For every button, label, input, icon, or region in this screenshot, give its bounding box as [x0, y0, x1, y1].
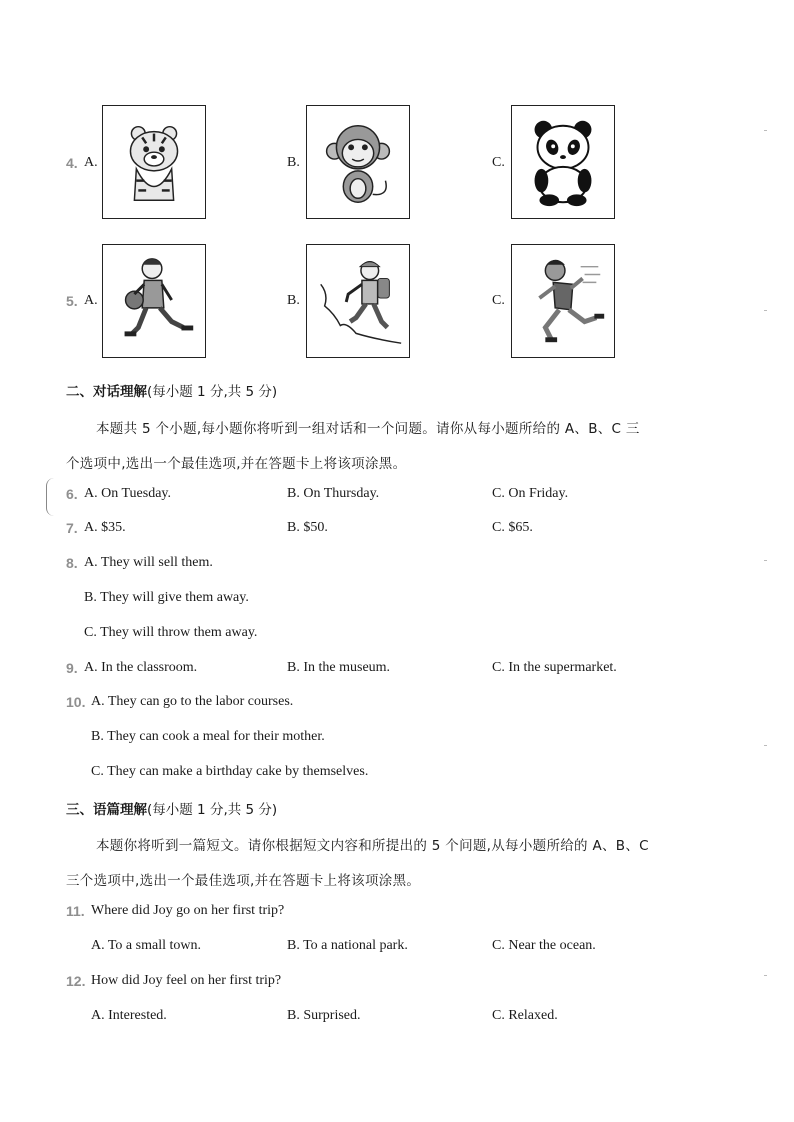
option-b[interactable]: B. $50.	[287, 520, 328, 535]
scan-mark	[764, 975, 767, 976]
question-number: 6.	[66, 486, 78, 502]
option-b-label: B.	[287, 293, 300, 308]
option-c[interactable]: C. $65.	[492, 520, 533, 535]
option-a[interactable]: A. $35.	[84, 520, 126, 535]
question-number: 10.	[66, 694, 86, 710]
option-c-picture[interactable]	[511, 105, 615, 219]
mountain-climber-icon	[307, 245, 409, 357]
option-a-picture[interactable]	[102, 244, 206, 358]
option-c-label: C.	[492, 155, 505, 170]
option-b[interactable]: B. To a national park.	[287, 938, 408, 953]
basketball-player-icon	[103, 245, 205, 357]
section-instructions: 个选项中,选出一个最佳选项,并在答题卡上将该项涂黑。	[66, 456, 407, 472]
option-a[interactable]: A. Interested.	[91, 1008, 167, 1023]
monkey-icon	[307, 106, 409, 218]
option-a-label: A.	[84, 293, 98, 308]
question-number: 9.	[66, 660, 78, 676]
option-a-label: A.	[84, 155, 98, 170]
option-a[interactable]: A. In the classroom.	[84, 660, 198, 675]
option-a[interactable]: A. On Tuesday.	[84, 486, 171, 501]
option-c-label: C.	[492, 293, 505, 308]
question-number: 5.	[66, 293, 78, 309]
question-number: 4.	[66, 155, 78, 171]
option-c[interactable]: C. Relaxed.	[492, 1008, 558, 1023]
option-a[interactable]: A. To a small town.	[91, 938, 201, 953]
option-a[interactable]: A. They can go to the labor courses.	[91, 694, 294, 709]
section-title: 三、语篇理解	[66, 802, 147, 818]
option-a[interactable]: A. They will sell them.	[84, 555, 213, 570]
panda-icon	[512, 106, 614, 218]
option-b[interactable]: B. They will give them away.	[84, 590, 249, 605]
option-b-picture[interactable]	[306, 105, 410, 219]
option-b[interactable]: B. On Thursday.	[287, 486, 380, 501]
option-a-picture[interactable]	[102, 105, 206, 219]
option-b-label: B.	[287, 155, 300, 170]
section-instructions: 三个选项中,选出一个最佳选项,并在答题卡上将该项涂黑。	[66, 873, 421, 889]
option-c[interactable]: C. They can make a birthday cake by themselves.	[91, 764, 369, 779]
scan-mark	[764, 130, 767, 131]
option-c[interactable]: C. Near the ocean.	[492, 938, 596, 953]
margin-bracket	[46, 478, 57, 516]
section-instructions: 本题你将听到一篇短文。请你根据短文内容和所提出的 5 个问题,从每小题所给的 A、B、C	[96, 838, 649, 854]
question-number: 8.	[66, 555, 78, 571]
option-b[interactable]: B. Surprised.	[287, 1008, 361, 1023]
question-text: Where did Joy go on her first trip?	[91, 903, 285, 918]
scan-mark	[764, 745, 767, 746]
option-c[interactable]: C. They will throw them away.	[84, 625, 258, 640]
option-b-picture[interactable]	[306, 244, 410, 358]
section-score-note: (每小题 1 分,共 5 分)	[147, 384, 278, 400]
option-c[interactable]: C. On Friday.	[492, 486, 569, 501]
question-number: 7.	[66, 520, 78, 536]
scan-mark	[764, 560, 767, 561]
section-title: 二、对话理解	[66, 384, 147, 400]
option-c[interactable]: C. In the supermarket.	[492, 660, 617, 675]
runner-icon	[512, 245, 614, 357]
scan-mark	[764, 310, 767, 311]
option-b[interactable]: B. They can cook a meal for their mother.	[91, 729, 325, 744]
question-text: How did Joy feel on her first trip?	[91, 973, 282, 988]
option-b[interactable]: B. In the museum.	[287, 660, 391, 675]
section-heading	[66, 380, 277, 400]
section-instructions: 本题共 5 个小题,每小题你将听到一组对话和一个问题。请你从每小题所给的 A、B、C 三	[96, 421, 640, 437]
section-score-note: (每小题 1 分,共 5 分)	[147, 802, 278, 818]
section-heading	[66, 798, 277, 818]
tiger-icon	[103, 106, 205, 218]
question-number: 11.	[66, 903, 85, 919]
question-number: 12.	[66, 973, 86, 989]
option-c-picture[interactable]	[511, 244, 615, 358]
